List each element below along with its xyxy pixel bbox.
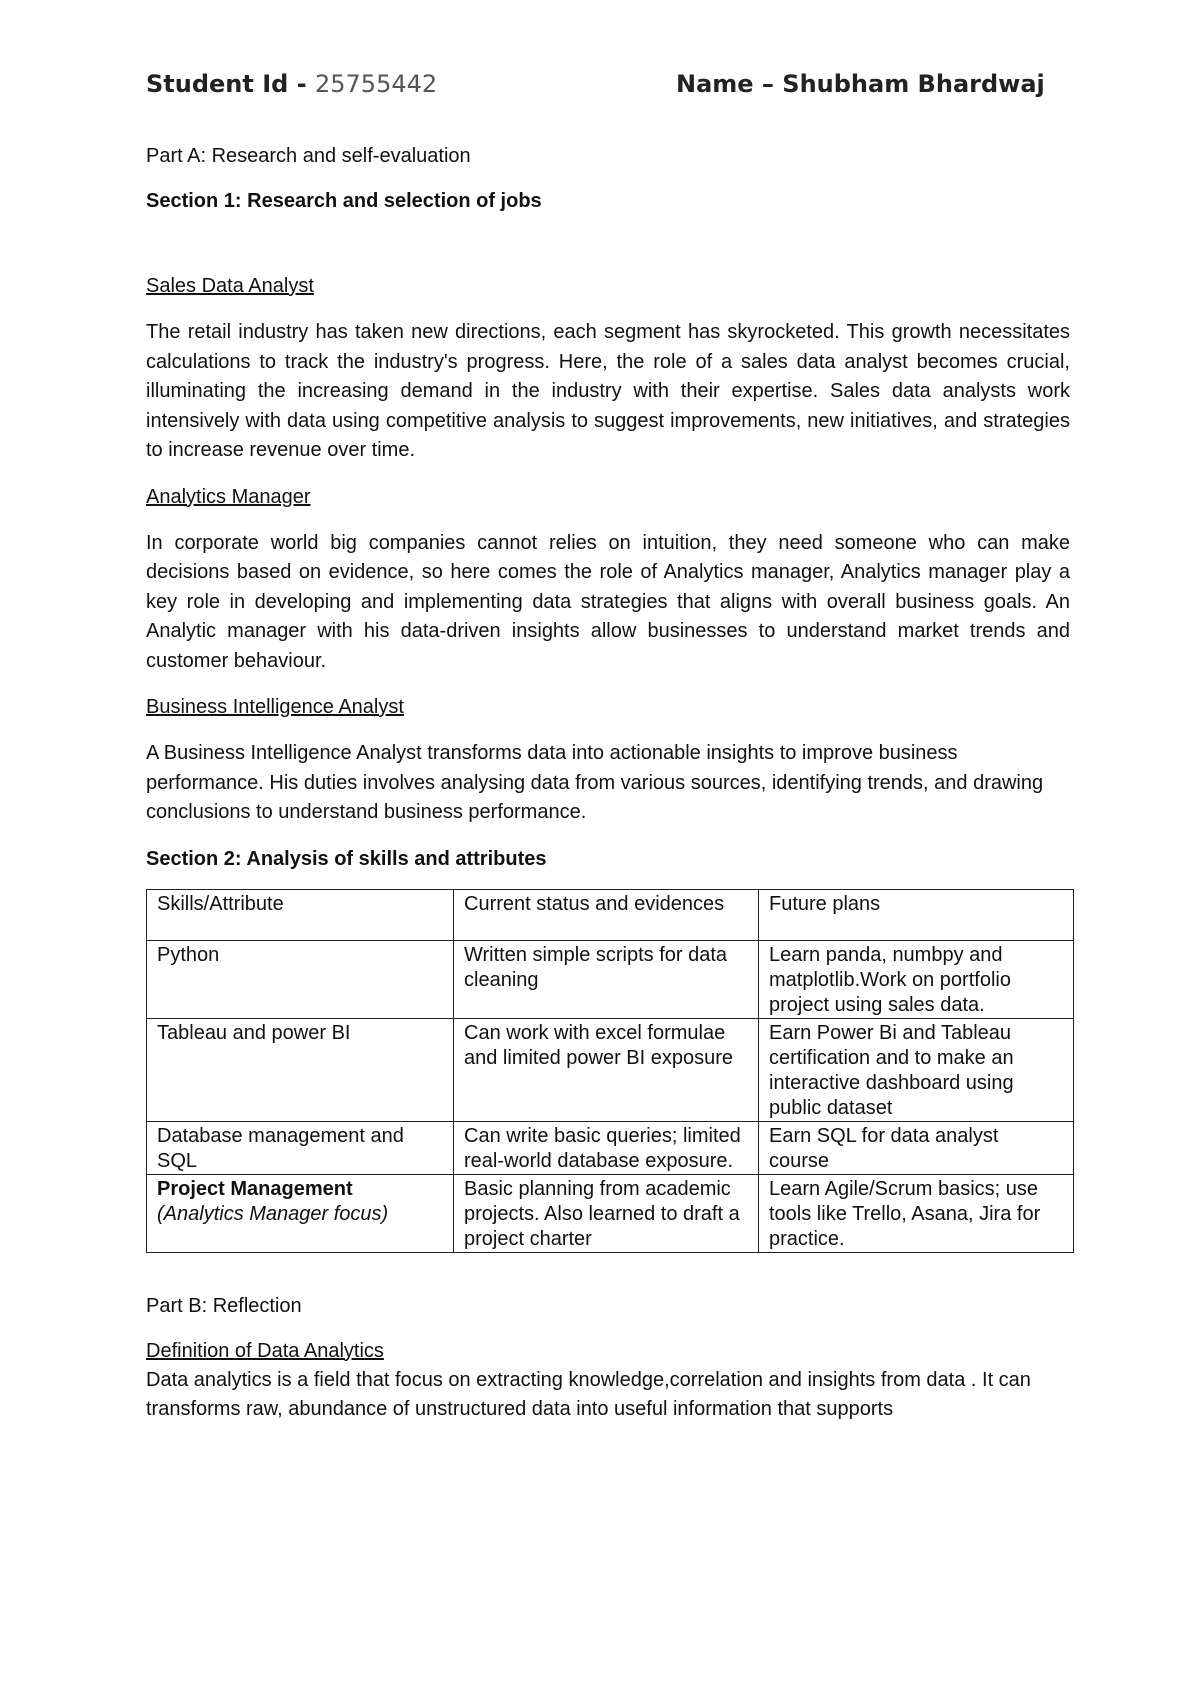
table-cell-current: Can write basic queries; limited real-world database exposure. [454,1121,759,1174]
table-header-row [147,889,1074,940]
job-title-analytics-manager: Analytics Manager [146,485,311,508]
table-row [147,940,1074,1018]
definition-title: Definition of Data Analytics [146,1339,384,1362]
table-row [147,1174,1074,1252]
student-name: Name – Shubham Bhardwaj [676,70,1045,98]
table-cell-future: Earn SQL for data analyst course [759,1121,1074,1174]
table-cell-skill: Database management and SQL [147,1121,454,1174]
table-cell-skill: Tableau and power BI [147,1018,454,1121]
table-cell-current: Basic planning from academic projects. Also learned to draft a project charter [454,1174,759,1252]
table-cell-current: Can work with excel formulae and limited power BI exposure [454,1018,759,1121]
table-cell-future: Earn Power Bi and Tableau certification and to make an interactive dashboard using public dataset [759,1018,1074,1121]
job-description-business-intelligence-analyst: A Business Intelligence Analyst transforms data into actionable insights to improve business performance. His duties involves analysing data from various sources, identifying trends, and drawing conclusions to understand business performance. [146,742,1044,823]
table-cell-current: Written simple scripts for data cleaning [454,940,759,1018]
job-title-business-intelligence-analyst: Business Intelligence Analyst [146,696,404,718]
table-cell-skill [147,1174,454,1252]
skills-table [146,889,1074,1253]
table-cell-future: Learn Agile/Scrum basics; use tools like Trello, Asana, Jira for practice. [759,1174,1074,1252]
document-body [146,145,1070,1425]
table-cell-skill: Python [147,940,454,1018]
table-header-cell: Current status and evidences [454,889,759,940]
definition-text: Data analytics is a field that focus on extracting knowledge,correlation and insights from data . It can transforms raw, abundance of unstructured data into useful information that supports [146,1368,1031,1420]
part-a-title: Part A: Research and self-evaluation [146,145,471,167]
student-id-value: 25755442 [315,70,438,98]
table-row [147,1121,1074,1174]
table-header-cell: Future plans [759,889,1074,940]
job-description-sales-data-analyst: The retail industry has taken new directions, each segment has skyrocketed. This growth necessitates calculations to track the industry's progress. Here, the role of a sales data analyst becomes crucial, illuminating the increasing demand in the industry with their expertise. Sales data analysts work intensively with data using competitive analysis to suggest improvements, new initiatives, and strategies to increase revenue over time. [146,321,1070,461]
job-description-analytics-manager: In corporate world big companies cannot relies on intuition, they need someone who can make decisions based on evidence, so here comes the role of Analytics manager, Analytics manager play a key role in developing and implementing data strategies that aligns with overall business goals. An Analytic manager with his data-driven insights allow businesses to understand market trends and customer behaviour. [146,531,1070,672]
table-row [147,1018,1074,1121]
part-b-title: Part B: Reflection [146,1294,302,1317]
job-title-sales-data-analyst: Sales Data Analyst [146,275,314,297]
skill-name: Project Management [157,1177,353,1200]
table-cell-future: Learn panda, numbpy and matplotlib.Work on portfolio project using sales data. [759,940,1074,1018]
student-id: Student Id - 25755442 [146,70,438,98]
section-2-title: Section 2: Analysis of skills and attributes [146,847,547,870]
skill-note: (Analytics Manager focus) [157,1202,389,1225]
section-1-title: Section 1: Research and selection of jobs [146,190,542,212]
table-header-cell: Skills/Attribute [147,889,454,940]
